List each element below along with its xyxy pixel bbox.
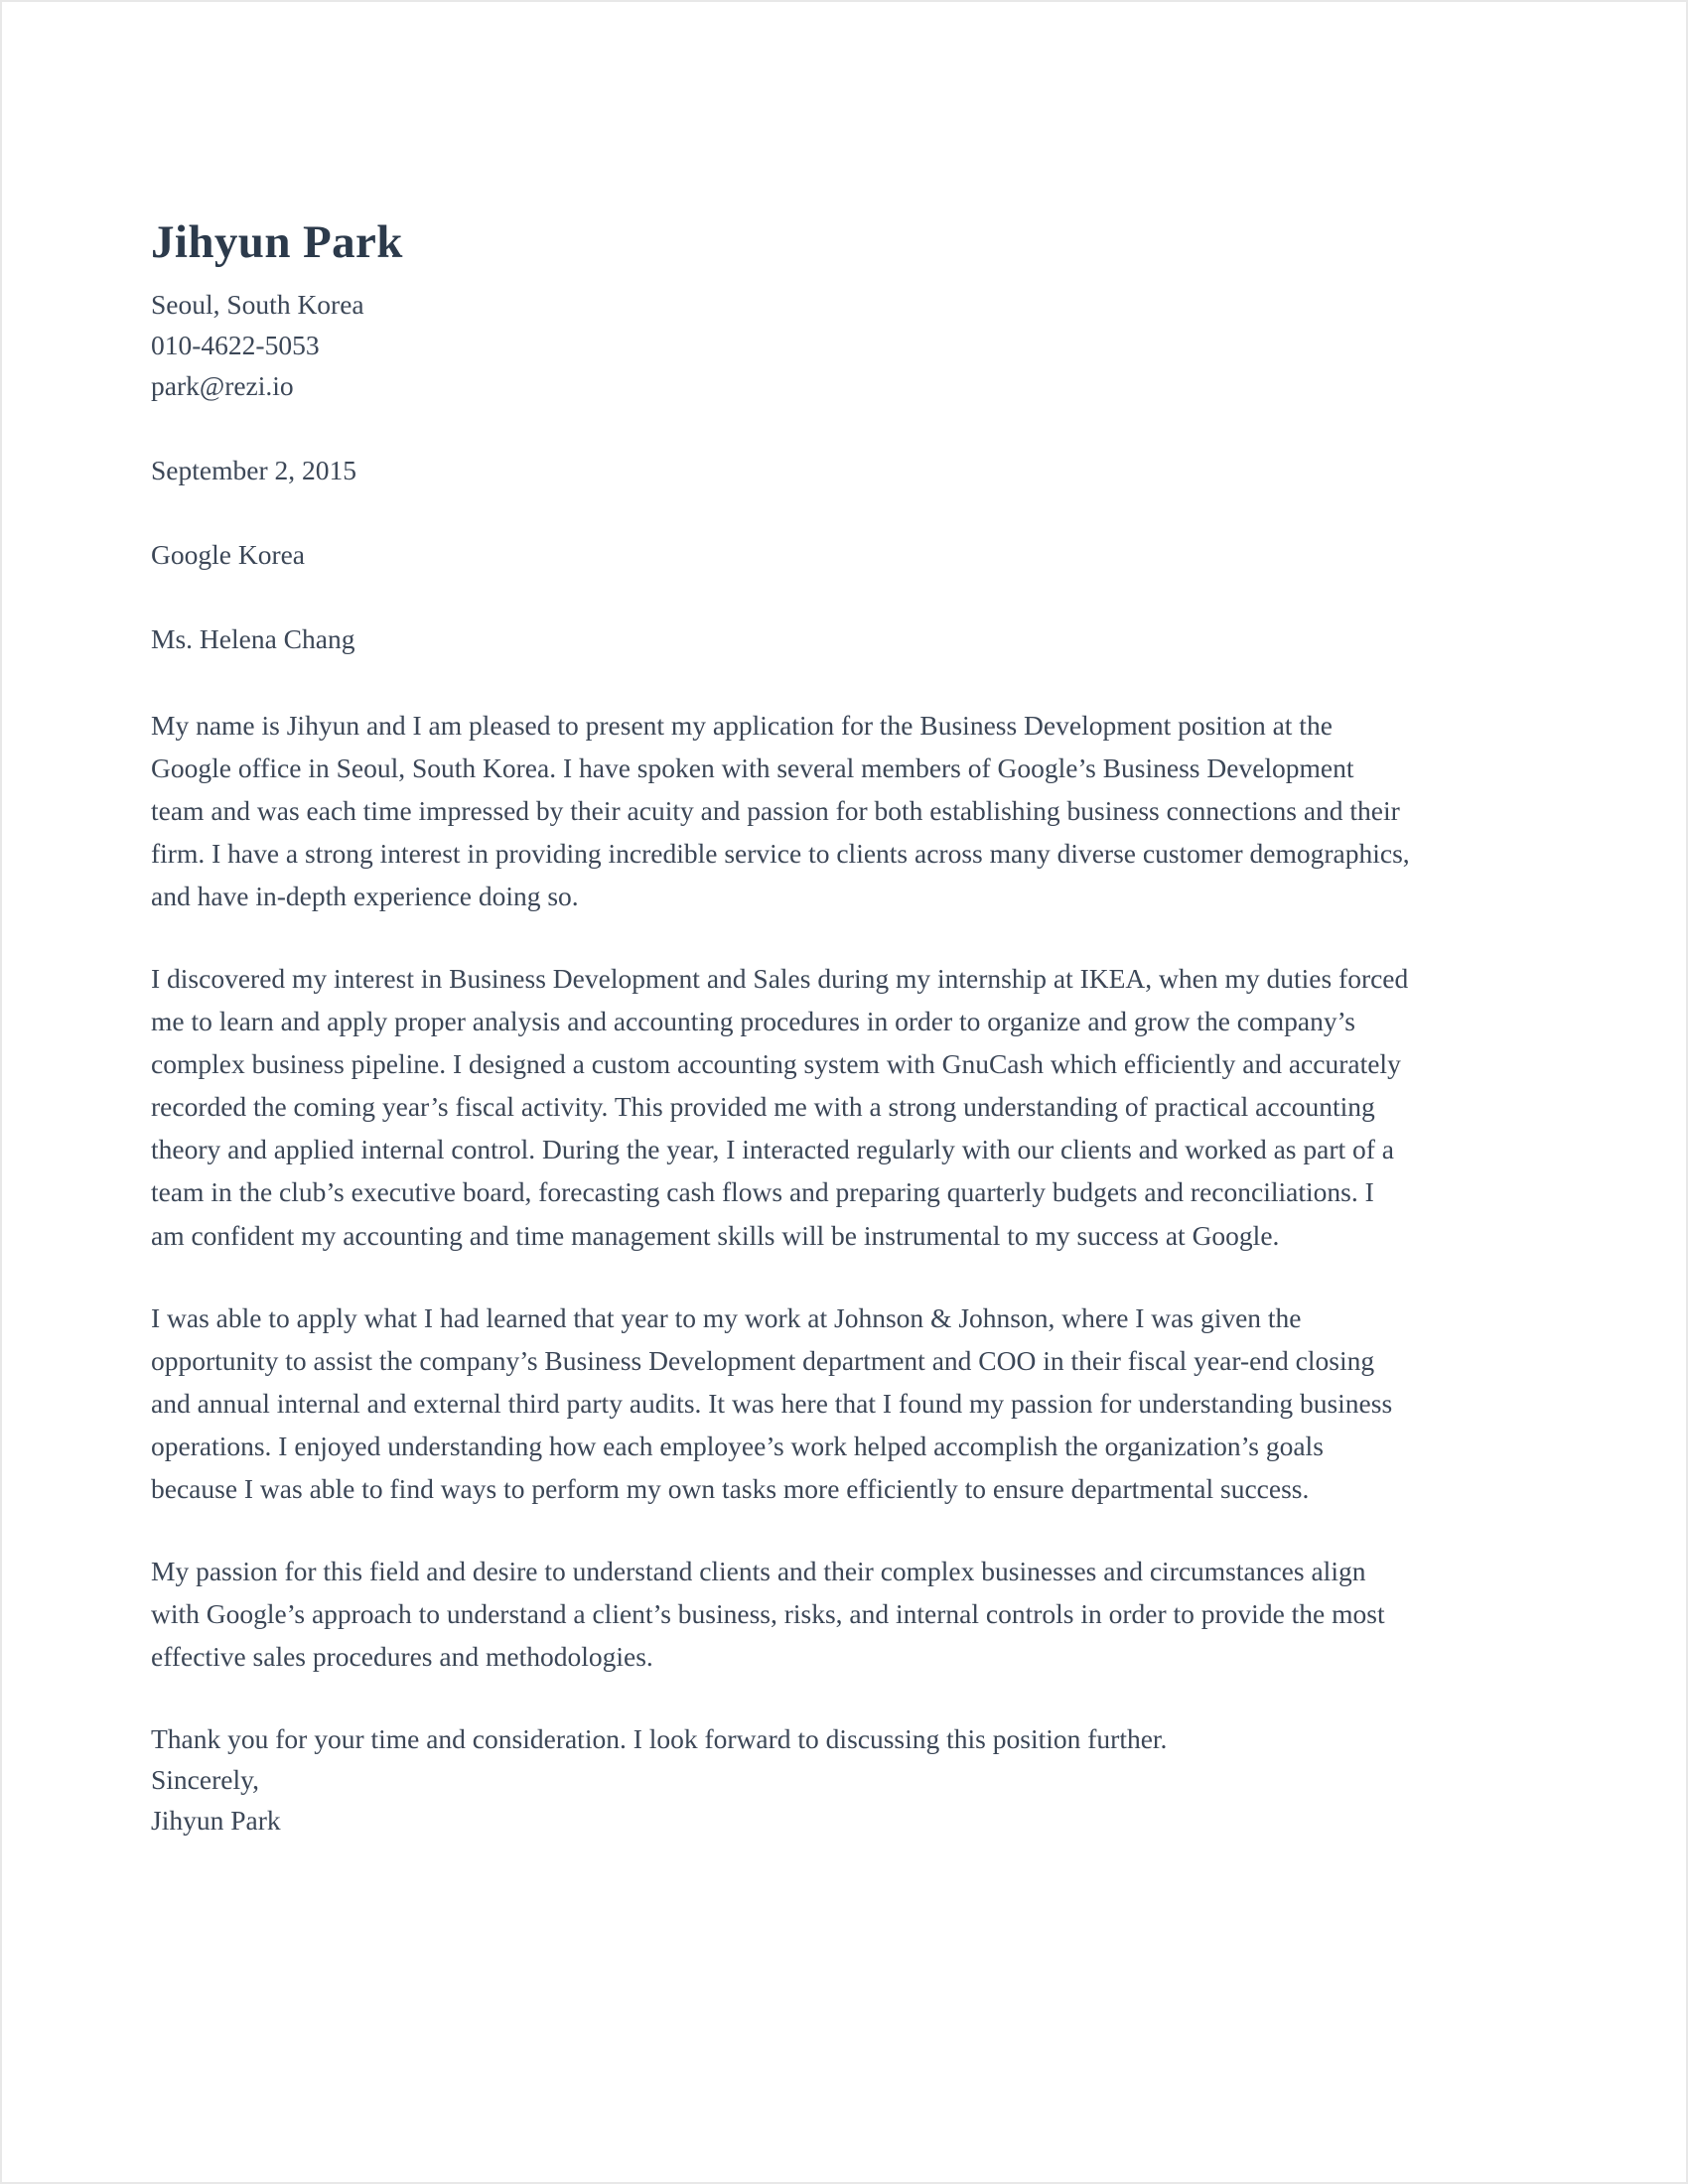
- sender-location: Seoul, South Korea: [151, 289, 364, 321]
- body-paragraph: My passion for this field and desire to understand clients and their complex businesses and circumstances align with Google’s approach to understand a client’s business, risks, and internal controls in order to provide the most effective sales procedures and methodologies.: [151, 1555, 1385, 1672]
- signature-name: Jihyun Park: [151, 1804, 281, 1836]
- body-paragraph: I discovered my interest in Business Development and Sales during my internship at IKEA, when my duties forced me to learn and apply proper analysis and accounting procedures in order to organize and grow the company’s complex business pipeline. I designed a custom accounting system with GnuCash which efficiently and accurately recorded the coming year’s fiscal activity. This provided me with a strong understanding of practical accounting theory and applied internal control. During the year, I interacted regularly with our clients and worked as part of a team in the club’s executive board, forecasting cash flows and preparing quarterly budgets and reconciliations. I am confident my accounting and time management skills will be instrumental to my success at Google.: [151, 963, 1409, 1251]
- letter-date: September 2, 2015: [151, 455, 356, 486]
- body-paragraph: My name is Jihyun and I am pleased to present my application for the Business Development position at the Google office in Seoul, South Korea. I have spoken with several members of Google’s Business Development team and was each time impressed by their acuity and passion for both establishing business connections and their firm. I have a strong interest in providing incredible service to clients across many diverse customer demographics, and have in-depth experience doing so.: [151, 710, 1410, 912]
- sender-header: [151, 218, 1537, 407]
- spacer-after-company: [151, 576, 1537, 619]
- sender-contact-block: [151, 285, 1537, 407]
- body-paragraph: I was able to apply what I had learned that year to my work at Johnson & Johnson, where I was given the opportunity to assist the company’s Business Development department and COO in their fiscal year-end closing and annual internal and external third party audits. It was here that I found my passion for understanding business operations. I enjoyed understanding how each employee’s work helped accomplish the organization’s goals because I was able to find ways to perform my own tasks more efficiently to ensure departmental success.: [151, 1301, 1393, 1504]
- closing-block: [151, 1760, 1537, 1842]
- recipient-salutation: Ms. Helena Chang: [151, 623, 355, 655]
- recipient-company: Google Korea: [151, 539, 306, 571]
- valediction: Sincerely,: [151, 1763, 259, 1795]
- sender-name: Jihyun Park: [151, 216, 403, 268]
- spacer-after-date: [151, 491, 1537, 535]
- letter-body: [151, 704, 1537, 1760]
- spacer-after-header: [151, 407, 1537, 451]
- sender-phone: 010-4622-5053: [151, 330, 320, 361]
- body-paragraph: Thank you for your time and consideration. I look forward to discussing this position further.: [151, 1722, 1168, 1754]
- sender-email: park@rezi.io: [151, 370, 294, 402]
